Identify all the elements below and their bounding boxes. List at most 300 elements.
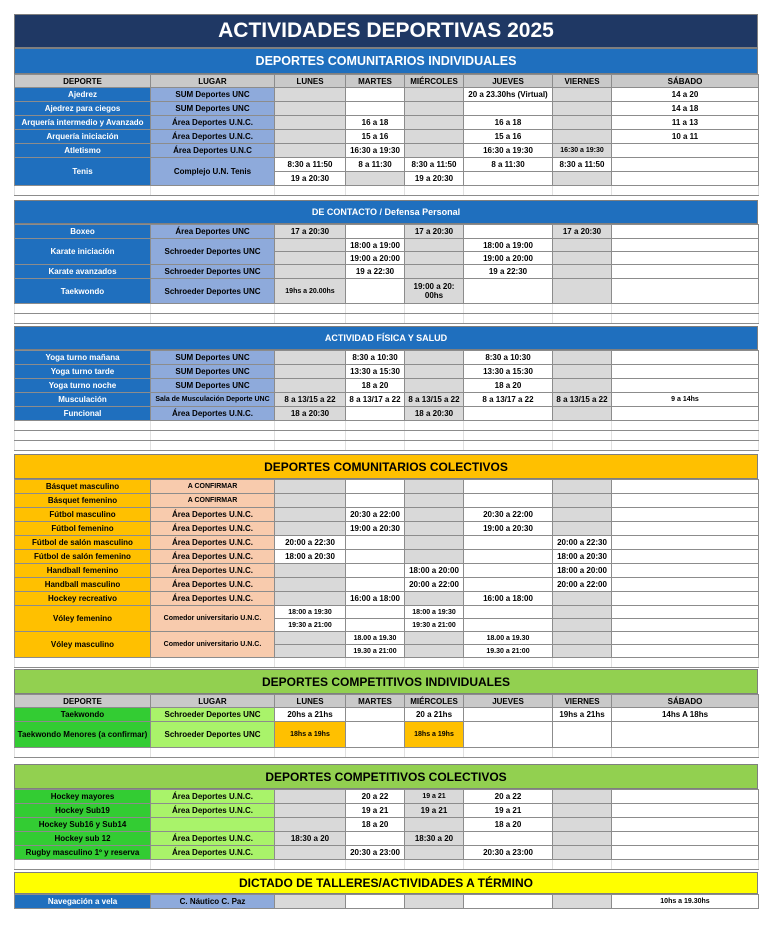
sport-name: Rugby masculino 1º y reserva (15, 846, 151, 860)
column-header-row (15, 75, 759, 88)
sport-name: Handball masculino (15, 578, 151, 592)
cell-martes (346, 578, 405, 592)
venue: Schroeder Deportes UNC (151, 279, 275, 304)
cell-lunes (275, 846, 346, 860)
cell-lunes (275, 116, 346, 130)
cell-martes (346, 895, 405, 909)
sport-name: Taekwondo Menores (a confirmar) (15, 722, 151, 748)
sport-name: Ajedrez para ciegos (15, 102, 151, 116)
sport-name: Hockey recreativo (15, 592, 151, 606)
cell-sabado (612, 564, 759, 578)
cell-miercoles: 18:00 a 19:30 (405, 606, 464, 619)
sport-name: Fútbol de salón femenino (15, 550, 151, 564)
table-row (15, 239, 759, 252)
table-row (15, 895, 759, 909)
spacer-row (15, 314, 759, 324)
sport-name: Arquería iniciación (15, 130, 151, 144)
cell-jueves: 19:00 a 20:30 (464, 522, 553, 536)
sport-name: Vóley masculino (15, 632, 151, 658)
cell-jueves (464, 225, 553, 239)
cell-miercoles (405, 252, 464, 265)
cell-jueves (464, 895, 553, 909)
sport-name: Handball femenino (15, 564, 151, 578)
table-row (15, 522, 759, 536)
table-row (15, 225, 759, 239)
venue: Área Deportes U.N.C. (151, 508, 275, 522)
table-row (15, 592, 759, 606)
table-row (15, 351, 759, 365)
cell-viernes (553, 379, 612, 393)
cell-viernes (553, 592, 612, 606)
cell-miercoles: 19 a 21 (405, 790, 464, 804)
cell-miercoles (405, 550, 464, 564)
col-martes: MARTES (346, 75, 405, 88)
table-row (15, 158, 759, 172)
table-row (15, 393, 759, 407)
table-talleres (14, 894, 759, 909)
cell-viernes (553, 239, 612, 252)
cell-miercoles: 18:30 a 20 (405, 832, 464, 846)
section-header-contacto: DE CONTACTO / Defensa Personal (14, 200, 758, 224)
venue: Área Deportes U.N.C. (151, 536, 275, 550)
sport-name: Musculación (15, 393, 151, 407)
cell-sabado (612, 592, 759, 606)
cell-martes: 18 a 20 (346, 818, 405, 832)
sport-name: Karate iniciación (15, 239, 151, 265)
cell-jueves: 8:30 a 10:30 (464, 351, 553, 365)
table-row (15, 279, 759, 304)
cell-viernes (553, 116, 612, 130)
sport-name: Fútbol femenino (15, 522, 151, 536)
cell-miercoles: 19 a 20:30 (405, 172, 464, 186)
section-header-talleres: DICTADO DE TALLERES/ACTIVIDADES A TÉRMINO (14, 872, 758, 894)
cell-jueves (464, 480, 553, 494)
cell-lunes (275, 632, 346, 645)
col-sabado: SÁBADO (612, 75, 759, 88)
cell-viernes (553, 279, 612, 304)
section-header-comunitarios-colectivos: DEPORTES COMUNITARIOS COLECTIVOS (14, 454, 758, 479)
cell-jueves: 19 a 22:30 (464, 265, 553, 279)
cell-lunes: 18 a 20:30 (275, 407, 346, 421)
cell-miercoles: 19 a 21 (405, 804, 464, 818)
cell-lunes (275, 102, 346, 116)
cell-miercoles: 8 a 13/15 a 22 (405, 393, 464, 407)
cell-lunes: 19 a 20:30 (275, 172, 346, 186)
cell-sabado (612, 818, 759, 832)
table-row (15, 130, 759, 144)
cell-martes (346, 722, 405, 748)
cell-viernes: 18:00 a 20:00 (553, 564, 612, 578)
cell-sabado (612, 578, 759, 592)
cell-sabado (612, 407, 759, 421)
cell-lunes (275, 790, 346, 804)
table-row (15, 708, 759, 722)
sport-name: Taekwondo (15, 708, 151, 722)
cell-viernes (553, 619, 612, 632)
cell-martes: 19:00 a 20:00 (346, 252, 405, 265)
cell-lunes (275, 494, 346, 508)
cell-sabado (612, 158, 759, 172)
cell-martes: 19 a 21 (346, 804, 405, 818)
spacer-row (15, 186, 759, 196)
cell-martes: 18.00 a 19.30 (346, 632, 405, 645)
spacer-row (15, 421, 759, 431)
cell-martes: 8 a 11:30 (346, 158, 405, 172)
venue: Schroeder Deportes UNC (151, 708, 275, 722)
cell-miercoles (405, 494, 464, 508)
spacer-row (15, 431, 759, 441)
cell-martes: 8 a 13/17 a 22 (346, 393, 405, 407)
col-martes: MARTES (346, 695, 405, 708)
cell-viernes (553, 846, 612, 860)
cell-lunes (275, 239, 346, 252)
cell-sabado (612, 846, 759, 860)
cell-miercoles: 19:00 a 20: 00hs (405, 279, 464, 304)
cell-jueves (464, 722, 553, 748)
cell-martes (346, 619, 405, 632)
cell-martes: 19.30 a 21:00 (346, 645, 405, 658)
table-row (15, 846, 759, 860)
column-header-row (15, 695, 759, 708)
sport-name: Yoga turno tarde (15, 365, 151, 379)
cell-jueves (464, 536, 553, 550)
sport-name: Yoga turno mañana (15, 351, 151, 365)
venue: Comedor universitario U.N.C. (151, 606, 275, 632)
cell-miercoles (405, 365, 464, 379)
cell-sabado: 14hs A 18hs (612, 708, 759, 722)
cell-martes: 18:00 a 19:00 (346, 239, 405, 252)
venue: Área Deportes U.N.C. (151, 522, 275, 536)
venue: Schroeder Deportes UNC (151, 239, 275, 265)
cell-viernes (553, 365, 612, 379)
cell-jueves (464, 708, 553, 722)
cell-sabado (612, 279, 759, 304)
cell-lunes (275, 379, 346, 393)
cell-miercoles (405, 645, 464, 658)
cell-sabado (612, 790, 759, 804)
cell-jueves: 19 a 21 (464, 804, 553, 818)
cell-sabado (612, 632, 759, 645)
cell-lunes (275, 480, 346, 494)
cell-martes (346, 88, 405, 102)
cell-sabado (612, 606, 759, 619)
cell-sabado (612, 172, 759, 186)
col-lugar: LUGAR (151, 695, 275, 708)
venue: SUM Deportes UNC (151, 88, 275, 102)
cell-lunes: 20hs a 21hs (275, 708, 346, 722)
cell-martes (346, 494, 405, 508)
cell-martes (346, 225, 405, 239)
cell-viernes (553, 722, 612, 748)
cell-sabado (612, 522, 759, 536)
sport-name: Hockey mayores (15, 790, 151, 804)
venue: Área Deportes U.N.C. (151, 130, 275, 144)
cell-jueves (464, 172, 553, 186)
cell-viernes (553, 265, 612, 279)
cell-jueves (464, 606, 553, 619)
venue: SUM Deportes UNC (151, 102, 275, 116)
venue: Área Deportes U.N.C. (151, 550, 275, 564)
cell-jueves: 16 a 18 (464, 116, 553, 130)
cell-sabado (612, 550, 759, 564)
cell-martes: 16:30 a 19:30 (346, 144, 405, 158)
col-miercoles: MIÉRCOLES (405, 75, 464, 88)
venue: Área Deportes U.N.C. (151, 804, 275, 818)
table-competitivos-individuales (14, 694, 759, 758)
sport-name: Navegación a vela (15, 895, 151, 909)
table-actividad-fisica (14, 350, 759, 451)
section-header-actividad-fisica: ACTIVIDAD FÍSICA Y SALUD (14, 326, 758, 350)
cell-jueves: 20:30 a 23:00 (464, 846, 553, 860)
sport-name: Karate avanzados (15, 265, 151, 279)
cell-jueves: 20:30 a 22:00 (464, 508, 553, 522)
cell-jueves: 15 a 16 (464, 130, 553, 144)
cell-lunes (275, 522, 346, 536)
cell-viernes (553, 102, 612, 116)
cell-miercoles (405, 818, 464, 832)
cell-miercoles (405, 480, 464, 494)
venue: Schroeder Deportes UNC (151, 722, 275, 748)
cell-sabado (612, 265, 759, 279)
cell-jueves: 18.00 a 19.30 (464, 632, 553, 645)
cell-lunes (275, 578, 346, 592)
cell-lunes: 18:00 a 20:30 (275, 550, 346, 564)
venue: A CONFIRMAR (151, 480, 275, 494)
table-row (15, 832, 759, 846)
page-title: ACTIVIDADES DEPORTIVAS 2025 (14, 14, 758, 48)
venue: Área Deportes U.N.C. (151, 790, 275, 804)
sport-name: Ajedrez (15, 88, 151, 102)
col-viernes: VIERNES (553, 695, 612, 708)
table-row (15, 102, 759, 116)
cell-martes (346, 564, 405, 578)
col-sabado: SÁBADO (612, 695, 759, 708)
cell-sabado (612, 804, 759, 818)
cell-lunes (275, 645, 346, 658)
cell-martes: 20 a 22 (346, 790, 405, 804)
venue: Área Deportes U.N.C. (151, 832, 275, 846)
cell-sabado (612, 252, 759, 265)
cell-jueves: 16:30 a 19:30 (464, 144, 553, 158)
cell-miercoles (405, 144, 464, 158)
cell-lunes (275, 818, 346, 832)
cell-sabado (612, 494, 759, 508)
col-jueves: JUEVES (464, 75, 553, 88)
cell-sabado (612, 536, 759, 550)
table-row (15, 508, 759, 522)
table-row (15, 818, 759, 832)
cell-lunes (275, 252, 346, 265)
col-jueves: JUEVES (464, 695, 553, 708)
sport-name: Básquet masculino (15, 480, 151, 494)
table-row (15, 632, 759, 645)
cell-miercoles: 19:30 a 21:00 (405, 619, 464, 632)
cell-jueves: 19:00 a 20:00 (464, 252, 553, 265)
cell-martes (346, 832, 405, 846)
cell-lunes (275, 351, 346, 365)
table-row (15, 790, 759, 804)
cell-martes: 8:30 a 10:30 (346, 351, 405, 365)
cell-martes (346, 480, 405, 494)
col-lugar: LUGAR (151, 75, 275, 88)
col-lunes: LUNES (275, 75, 346, 88)
cell-miercoles (405, 592, 464, 606)
cell-sabado (612, 239, 759, 252)
cell-viernes (553, 252, 612, 265)
venue: Sala de Musculación Deporte UNC (151, 393, 275, 407)
table-row (15, 265, 759, 279)
cell-viernes (553, 804, 612, 818)
cell-sabado: 10hs a 19.30hs (612, 895, 759, 909)
cell-miercoles (405, 632, 464, 645)
cell-sabado: 9 a 14hs (612, 393, 759, 407)
cell-viernes (553, 88, 612, 102)
cell-jueves: 18 a 20 (464, 379, 553, 393)
cell-miercoles (405, 116, 464, 130)
venue: Área Deportes U.N.C. (151, 564, 275, 578)
cell-viernes: 16:30 a 19:30 (553, 144, 612, 158)
cell-viernes (553, 832, 612, 846)
cell-viernes (553, 480, 612, 494)
cell-martes: 19 a 22:30 (346, 265, 405, 279)
cell-miercoles: 8:30 a 11:50 (405, 158, 464, 172)
cell-miercoles (405, 265, 464, 279)
cell-miercoles (405, 522, 464, 536)
table-row (15, 407, 759, 421)
cell-martes: 15 a 16 (346, 130, 405, 144)
cell-martes (346, 279, 405, 304)
section-header-competitivos-individuales: DEPORTES COMPETITIVOS INDIVIDUALES (14, 669, 758, 694)
cell-viernes: 20:00 a 22:30 (553, 536, 612, 550)
venue: Complejo U.N. Tenis (151, 158, 275, 186)
table-row (15, 722, 759, 748)
table-row (15, 550, 759, 564)
cell-miercoles (405, 130, 464, 144)
cell-lunes (275, 130, 346, 144)
cell-viernes (553, 522, 612, 536)
cell-sabado: 10 a 11 (612, 130, 759, 144)
cell-miercoles (405, 536, 464, 550)
table-row (15, 365, 759, 379)
col-lunes: LUNES (275, 695, 346, 708)
spacer-row (15, 441, 759, 451)
cell-sabado (612, 225, 759, 239)
venue (151, 818, 275, 832)
venue: Área Deportes U.N.C. (151, 578, 275, 592)
cell-viernes (553, 407, 612, 421)
sport-name: Taekwondo (15, 279, 151, 304)
cell-martes (346, 708, 405, 722)
cell-lunes (275, 895, 346, 909)
cell-viernes (553, 508, 612, 522)
sport-name: Hockey Sub19 (15, 804, 151, 818)
cell-viernes: 8:30 a 11:50 (553, 158, 612, 172)
venue: Área Deportes U.N.C. (151, 116, 275, 130)
table-competitivos-colectivos (14, 789, 759, 870)
col-deporte: DEPORTE (15, 75, 151, 88)
table-row (15, 606, 759, 619)
section-header-comunitarios-individuales: DEPORTES COMUNITARIOS INDIVIDUALES (14, 48, 758, 74)
cell-jueves (464, 494, 553, 508)
cell-viernes: 20:00 a 22:00 (553, 578, 612, 592)
venue: Schroeder Deportes UNC (151, 265, 275, 279)
cell-jueves (464, 550, 553, 564)
cell-sabado (612, 144, 759, 158)
venue: Área Deportes U.N.C. (151, 846, 275, 860)
cell-viernes (553, 351, 612, 365)
cell-viernes (553, 130, 612, 144)
cell-viernes (553, 606, 612, 619)
cell-lunes (275, 508, 346, 522)
cell-lunes: 18:00 a 19:30 (275, 606, 346, 619)
sport-name: Vóley femenino (15, 606, 151, 632)
table-row (15, 564, 759, 578)
cell-lunes: 19hs a 20.00hs (275, 279, 346, 304)
spacer-row (15, 658, 759, 668)
cell-sabado: 11 a 13 (612, 116, 759, 130)
venue: Área Deportes U.N.C. (151, 407, 275, 421)
table-row (15, 144, 759, 158)
cell-miercoles: 17 a 20:30 (405, 225, 464, 239)
cell-miercoles (405, 88, 464, 102)
sport-name: Atletismo (15, 144, 151, 158)
cell-sabado: 14 a 18 (612, 102, 759, 116)
sport-name: Funcional (15, 407, 151, 421)
cell-miercoles: 18:00 a 20:00 (405, 564, 464, 578)
cell-lunes (275, 804, 346, 818)
table-row (15, 494, 759, 508)
cell-sabado (612, 722, 759, 748)
spacer-row (15, 860, 759, 870)
cell-miercoles: 20:00 a 22:00 (405, 578, 464, 592)
cell-viernes: 8 a 13/15 a 22 (553, 393, 612, 407)
table-contacto (14, 224, 759, 324)
cell-jueves: 8 a 11:30 (464, 158, 553, 172)
cell-sabado: 14 a 20 (612, 88, 759, 102)
cell-sabado (612, 645, 759, 658)
cell-jueves: 8 a 13/17 a 22 (464, 393, 553, 407)
sport-name: Fútbol masculino (15, 508, 151, 522)
cell-martes (346, 550, 405, 564)
cell-jueves (464, 102, 553, 116)
sport-name: Hockey Sub16 y Sub14 (15, 818, 151, 832)
cell-martes (346, 536, 405, 550)
cell-viernes (553, 494, 612, 508)
sport-name: Boxeo (15, 225, 151, 239)
cell-viernes (553, 895, 612, 909)
spacer-row (15, 304, 759, 314)
table-row (15, 480, 759, 494)
cell-lunes (275, 365, 346, 379)
schedule-sheet (14, 14, 758, 909)
cell-jueves (464, 578, 553, 592)
cell-viernes: 17 a 20:30 (553, 225, 612, 239)
cell-jueves: 18 a 20 (464, 818, 553, 832)
cell-miercoles: 20 a 21hs (405, 708, 464, 722)
table-comunitarios-colectivos (14, 479, 759, 668)
cell-lunes: 19:30 a 21:00 (275, 619, 346, 632)
sport-name: Fútbol de salón masculino (15, 536, 151, 550)
venue: Comedor universitario U.N.C. (151, 632, 275, 658)
cell-viernes: 18:00 a 20:30 (553, 550, 612, 564)
cell-martes (346, 172, 405, 186)
cell-miercoles (405, 239, 464, 252)
venue: SUM Deportes UNC (151, 365, 275, 379)
sport-name: Arquería intermedio y Avanzado (15, 116, 151, 130)
cell-viernes (553, 172, 612, 186)
sport-name: Básquet femenino (15, 494, 151, 508)
table-row (15, 379, 759, 393)
